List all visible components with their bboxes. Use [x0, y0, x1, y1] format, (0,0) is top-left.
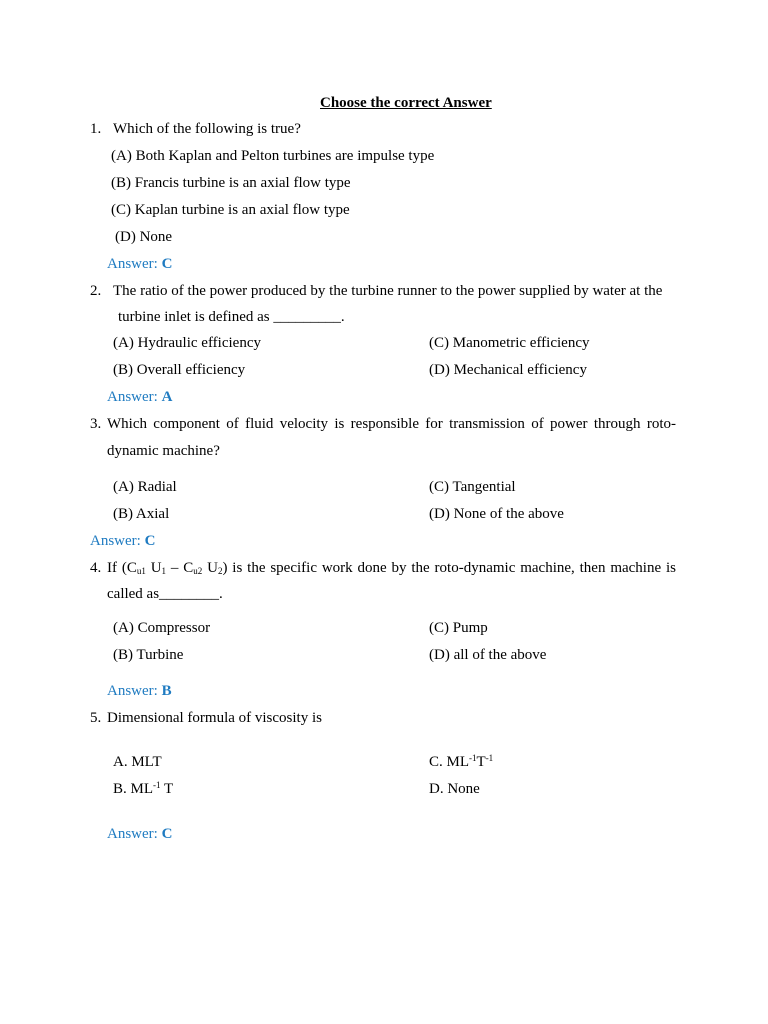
- formula-subscript: u1: [136, 566, 146, 576]
- exponent: -1: [153, 780, 161, 790]
- question-4-option-a: (A) Compressor: [113, 620, 211, 636]
- exponent: -1: [485, 753, 494, 763]
- question-3-answer: [90, 532, 155, 550]
- formula-text: U: [145, 560, 162, 576]
- question-4-option-b: (B) Turbine: [113, 647, 184, 663]
- question-3-option-c: (C) Tangential: [429, 479, 516, 495]
- answer-label: Answer:: [90, 533, 141, 549]
- formula-text: If (C: [107, 560, 137, 576]
- option-text: C. ML: [429, 754, 470, 770]
- question-3-number: 3.: [90, 416, 102, 432]
- question-1-option-d: (D) None: [115, 229, 173, 245]
- question-text: ) is the specific work done by the roto-dynamic machine, then machine is: [222, 560, 676, 576]
- answer-value: C: [161, 826, 173, 842]
- question-2-option-c: (C) Manometric efficiency: [429, 335, 590, 351]
- question-3-option-a: (A) Radial: [113, 479, 177, 495]
- question-2-text-line2: turbine inlet is defined as _________.: [118, 309, 345, 325]
- page-title: Choose the correct Answer: [320, 95, 492, 111]
- formula-subscript: 2: [217, 566, 223, 576]
- question-2-text-line1: The ratio of the power produced by the turbine runner to the power supplied by water at the: [113, 283, 663, 299]
- question-2-answer: [107, 388, 172, 406]
- question-2-option-a: (A) Hydraulic efficiency: [113, 335, 261, 351]
- question-1-option-b: (B) Francis turbine is an axial flow type: [111, 175, 351, 191]
- question-3-text-line1: Which component of fluid velocity is responsible for transmission of power through roto-: [107, 416, 676, 432]
- question-5-option-c: [429, 753, 493, 771]
- option-text: B. ML: [113, 781, 154, 797]
- answer-value: C: [161, 256, 173, 272]
- question-1-number: 1.: [90, 121, 102, 137]
- answer-label: Answer:: [107, 389, 158, 405]
- question-3-text-line2: dynamic machine?: [107, 443, 220, 459]
- answer-value: B: [161, 683, 172, 699]
- question-4-text-line1: [107, 559, 676, 577]
- question-4-option-c: (C) Pump: [429, 620, 488, 636]
- formula-text: – C: [166, 560, 194, 576]
- question-2-option-d: (D) Mechanical efficiency: [429, 362, 587, 378]
- question-3-option-b: (B) Axial: [113, 506, 170, 522]
- formula-subscript: u2: [193, 566, 203, 576]
- answer-value: C: [144, 533, 156, 549]
- answer-label: Answer:: [107, 683, 158, 699]
- question-5-number: 5.: [90, 710, 102, 726]
- option-text: T: [476, 754, 486, 770]
- question-2-option-b: (B) Overall efficiency: [113, 362, 246, 378]
- question-4-text-line2: called as________.: [107, 586, 223, 602]
- question-3-option-d: (D) None of the above: [429, 506, 564, 522]
- question-1-option-c: (C) Kaplan turbine is an axial flow type: [111, 202, 350, 218]
- question-4-answer: [107, 682, 172, 700]
- question-1-answer: [107, 255, 172, 273]
- question-4-number: 4.: [90, 560, 102, 576]
- question-5-option-d: D. None: [429, 781, 480, 797]
- formula-text: U: [202, 560, 218, 576]
- formula-subscript: 1: [161, 566, 167, 576]
- question-5-answer: [107, 825, 172, 843]
- question-4-option-d: (D) all of the above: [429, 647, 547, 663]
- question-5-option-a: A. MLT: [113, 754, 162, 770]
- answer-label: Answer:: [107, 826, 158, 842]
- exponent: -1: [469, 753, 477, 763]
- question-5-text: Dimensional formula of viscosity is: [107, 710, 322, 726]
- answer-value: A: [161, 389, 173, 405]
- answer-label: Answer:: [107, 256, 158, 272]
- question-2-number: 2.: [90, 283, 102, 299]
- question-5-option-b: [113, 780, 173, 798]
- question-1-text: Which of the following is true?: [113, 121, 301, 137]
- question-1-option-a: (A) Both Kaplan and Pelton turbines are impulse type: [111, 148, 435, 164]
- option-text: T: [160, 781, 174, 797]
